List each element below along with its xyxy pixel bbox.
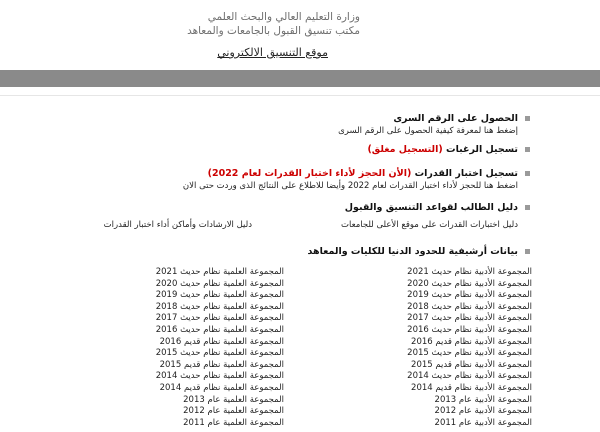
archive-link[interactable]: المجموعة العلمية عام 2012 — [183, 406, 284, 417]
ministry-name — [187, 10, 360, 38]
archive-link[interactable]: المجموعة الأدبية عام 2013 — [434, 394, 532, 405]
ministry-line-2: مكتب تنسيق القبول بالجامعات والمعاهد — [187, 25, 360, 37]
archive-link[interactable]: المجموعة العلمية نظام قديم 2014 — [159, 382, 284, 393]
desires-title[interactable]: تسجيل الرغبات — [446, 144, 518, 155]
archive-link[interactable]: المجموعة العلمية نظام قديم 2015 — [159, 359, 284, 370]
archive-link[interactable]: المجموعة العلمية نظام حديث 2015 — [155, 348, 284, 359]
section-desires — [367, 144, 530, 155]
ministry-line-1: وزارة التعليم العالي والبحث العلمي — [207, 11, 360, 23]
archive-link[interactable]: المجموعة العلمية نظام حديث 2021 — [155, 267, 284, 277]
archive-link[interactable]: المجموعة الأدبية عام 2011 — [434, 417, 532, 428]
archive-link[interactable]: المجموعة العلمية نظام حديث 2020 — [155, 278, 284, 289]
page-header — [0, 0, 600, 66]
main-content — [0, 95, 600, 432]
archive-link[interactable]: المجموعة العلمية نظام حديث 2019 — [155, 290, 284, 301]
archive-link[interactable]: المجموعة الأدبية نظام حديث 2016 — [407, 324, 532, 335]
guide-link-aptitude-site[interactable]: دليل اختبارات القدرات على موقع الأعلى للجامعات — [341, 220, 518, 230]
desires-status: (التسجيل مغلق) — [367, 144, 443, 155]
archive-link[interactable]: المجموعة العلمية نظام قديم 2016 — [159, 336, 284, 347]
archive-title: بيانات أرشيفية للحدود الدنيا للكليات والمعاهد — [307, 246, 518, 257]
archive-link[interactable]: المجموعة العلمية نظام حديث 2014 — [155, 371, 284, 382]
archive-link[interactable]: المجموعة الأدبية نظام قديم 2015 — [411, 359, 532, 370]
bullet-icon — [525, 147, 530, 152]
secret-number-title[interactable]: الحصول على الرقم السرى — [393, 113, 518, 124]
archive-link[interactable]: المجموعة العلمية عام 2013 — [183, 394, 284, 405]
bullet-icon — [525, 171, 530, 176]
section-guide — [345, 202, 530, 213]
archive-link[interactable]: المجموعة العلمية نظام حديث 2016 — [155, 324, 284, 335]
archive-link[interactable]: المجموعة الأدبية نظام حديث 2019 — [407, 290, 532, 301]
archive-link[interactable]: المجموعة الأدبية عام 2012 — [434, 406, 532, 417]
archive-link[interactable]: المجموعة العلمية نظام حديث 2018 — [155, 301, 284, 312]
bullet-icon — [525, 205, 530, 210]
aptitude-title[interactable]: تسجيل اختبار القدرات — [414, 168, 518, 179]
archive-link[interactable]: المجموعة الأدبية نظام حديث 2015 — [407, 348, 532, 359]
aptitude-link[interactable]: اضغط هنا للحجز لأداء اختبار القدرات لعام 2022 وأيضا للاطلاع على النتائج الذى وردت حتى الان — [182, 181, 518, 191]
archive-link[interactable]: المجموعة الأدبية نظام حديث 2020 — [407, 278, 532, 289]
archive-link[interactable]: المجموعة الأدبية نظام حديث 2017 — [407, 313, 532, 324]
secret-number-link[interactable]: إضغط هنا لمعرفة كيفية الحصول على الرقم السرى — [338, 126, 518, 136]
archive-literary-list — [407, 267, 532, 429]
section-secret-number — [338, 113, 530, 136]
archive-link[interactable]: المجموعة العلمية عام 2011 — [183, 417, 284, 428]
archive-scientific-list — [156, 267, 284, 429]
guide-title: دليل الطالب لقواعد التنسيق والقبول — [344, 202, 518, 213]
section-aptitude — [183, 168, 530, 191]
site-title[interactable]: موقع التنسيق الالكتروني — [217, 46, 328, 59]
archive-link[interactable]: المجموعة العلمية نظام حديث 2017 — [155, 313, 284, 324]
archive-link[interactable]: المجموعة الأدبية نظام قديم 2014 — [411, 382, 532, 393]
archive-link[interactable]: المجموعة الأدبية نظام حديث 2021 — [407, 267, 532, 277]
guide-link-instructions[interactable]: دليل الارشادات وأماكن أداء اختبار القدرات — [103, 220, 252, 230]
archive-link[interactable]: المجموعة الأدبية نظام حديث 2014 — [407, 371, 532, 382]
nav-bar — [0, 70, 600, 87]
archive-link[interactable]: المجموعة الأدبية نظام حديث 2018 — [407, 301, 532, 312]
archive-link[interactable]: المجموعة الأدبية نظام قديم 2016 — [411, 336, 532, 347]
bullet-icon — [525, 116, 530, 121]
aptitude-note[interactable]: (الأن الحجز لأداء اختبار القدرات لعام 2022) — [207, 168, 412, 179]
bullet-icon — [525, 249, 530, 254]
section-archive — [308, 246, 530, 257]
